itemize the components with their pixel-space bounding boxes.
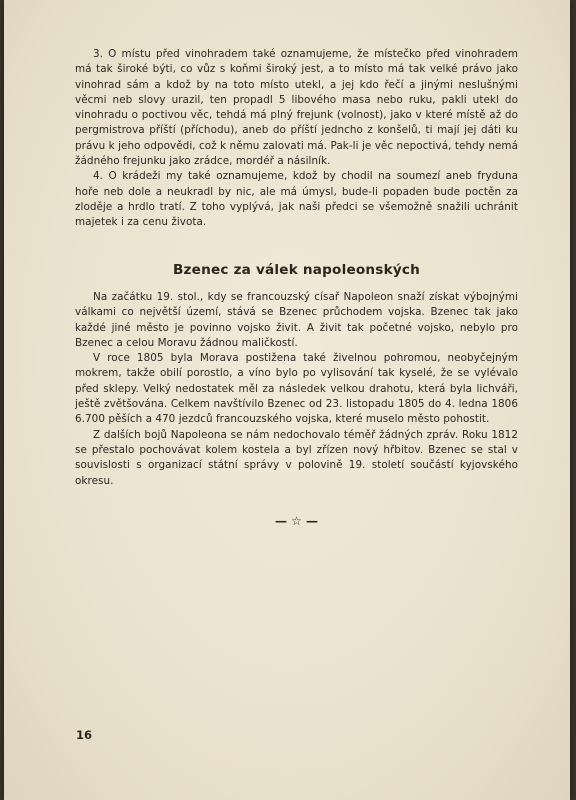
section-customs-text xyxy=(75,47,518,231)
star-ornament: — ☆ — xyxy=(274,514,319,528)
paragraph-later-events: Z dalších bojů Napoleona se nám nedochovalo téměř žádných zpráv. Roku 1812 se přestalo pochovávat kolem kostela a byl zřízen nový hřbitov. Bzenec se stal v souvislosti s organizací státní správy v polovině 19. století součástí kyjovského okresu. xyxy=(75,428,518,487)
paragraph-1805-disaster: V roce 1805 byla Morava postižena také živelnou pohromou, neobyčejným mokrem, takže obilí porostlo, a víno bylo po vylisování tak kyselé, že se vylévalo před sklepy. Velký nedostatek měl za následek velkou drahotu, která byla lichváři, ještě zvětšována. Celkem navštívilo Bzenec od 23. listopadu 1805 do 4. ledna 1806 6.700 pěších a 470 jezdců francouzského vojska, které muselo město pohostit. xyxy=(75,352,518,426)
paragraph-napoleon-intro: Na začátku 19. stol., kdy se francouzský císař Napoleon snaží získat výbojnými válkami co největší území, stává se Bzenec průchodem vojska. Bzenec tak jako každé jiné město je povinno vojsko živit. A živit tak početné vojsko, nebylo pro Bzenec a celou Moravu žádnou maličkostí. xyxy=(75,291,518,349)
document-page xyxy=(4,0,570,800)
paragraph-theft: 4. O krádeži my také oznamujeme, kdož by chodil na soumezí aneb fryduna hoře neb dole a neukradl by nic, ale má úmysl, bude-li popaden bude poctěn za zloděje a hrdlo tratí. Z toho vyplývá, jak naši předci se všemožně snažili uchránit majetek i za cenu života. xyxy=(75,170,518,229)
section-napoleonic-text xyxy=(75,290,518,489)
paragraph-vineyard-place: 3. O místu před vinohradem také oznamujeme, že místečko před vinohradem má tak široké býti, co vůz s koňmi široký jest, a to místo má tak velké právo jako vinohrad sám a kdož by na toto místo utekl, a jej kdo řečí a jinými neslušnými věcmi neb slovy urazil, ten propadl 5 libového masa nebo ruku, pakli utekl do vinohradu o poctivou věc, tehdá má plný frejunk (volnost), jako v které místě až do pergmistrova příští (příchodu), aneb do příští jedncho z konšelů, ti mají jej dáti ku právu k jeho odpovědi, což k němu zalovati má. Pak-li je věc nepoctivá, tehdy nemá žádného frejunku jako zrádce, mordéř a násilník. xyxy=(75,48,518,168)
section-heading: Bzenec za válek napoleonských xyxy=(172,262,421,278)
page-number: 16 xyxy=(76,728,93,742)
